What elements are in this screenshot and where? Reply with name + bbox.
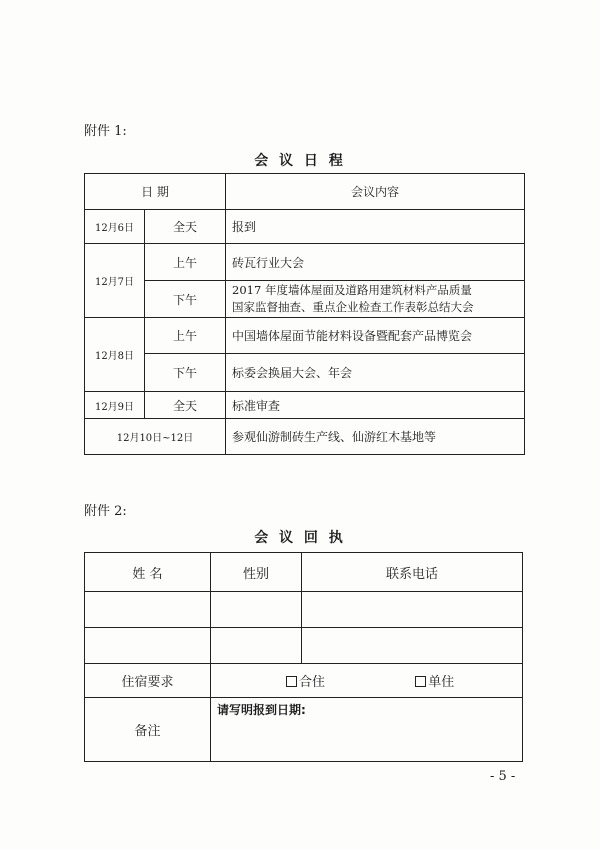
content-line: 国家监督抽查、重点企业检查工作表彰总结大会	[232, 300, 474, 314]
attachment1-label: 附件 1:	[84, 124, 127, 139]
table-row	[85, 318, 525, 354]
header-phone: 联系电话	[302, 553, 523, 592]
gender-input-cell[interactable]	[211, 592, 302, 628]
table-row	[85, 281, 525, 318]
period-cell: 全天	[145, 210, 226, 244]
schedule-table	[84, 173, 525, 455]
lodging-label: 住宿要求	[85, 664, 211, 698]
schedule-title: 会 议 日 程	[254, 153, 346, 169]
period-cell: 上午	[145, 318, 226, 354]
period-cell: 下午	[145, 354, 226, 392]
page-number: - 5 -	[490, 769, 516, 784]
table-row	[85, 628, 523, 664]
content-cell: 砖瓦行业大会	[226, 244, 525, 281]
attachment2-label: 附件 2:	[84, 504, 127, 519]
receipt-header-row	[85, 553, 523, 592]
phone-input-cell[interactable]	[302, 592, 523, 628]
period-cell: 下午	[145, 281, 226, 318]
table-row	[85, 244, 525, 281]
receipt-title: 会 议 回 执	[254, 530, 346, 546]
content-cell: 参观仙游制砖生产线、仙游红木基地等	[226, 419, 525, 455]
single-option[interactable]	[415, 675, 454, 690]
header-content: 会议内容	[226, 174, 525, 210]
table-row	[85, 419, 525, 455]
content-cell: 标准审查	[226, 392, 525, 419]
schedule-header-row	[85, 174, 525, 210]
date-cell: 12月6日	[85, 210, 145, 244]
remarks-prompt: 请写明报到日期:	[217, 703, 306, 717]
content-cell	[226, 281, 525, 318]
lodging-row	[85, 664, 523, 698]
table-row	[85, 210, 525, 244]
receipt-table	[84, 552, 523, 762]
header-name: 姓 名	[85, 553, 211, 592]
phone-input-cell[interactable]	[302, 628, 523, 664]
remarks-cell[interactable]	[211, 698, 523, 762]
content-cell: 标委会换届大会、年会	[226, 354, 525, 392]
header-date: 日 期	[85, 174, 226, 210]
date-cell: 12月7日	[85, 244, 145, 318]
content-cell: 中国墙体屋面节能材料设备暨配套产品博览会	[226, 318, 525, 354]
date-cell: 12月9日	[85, 392, 145, 419]
content-cell: 报到	[226, 210, 525, 244]
period-cell: 上午	[145, 244, 226, 281]
table-row	[85, 354, 525, 392]
checkbox-icon[interactable]	[415, 676, 426, 687]
shared-label: 合住	[299, 675, 326, 690]
lodging-options	[211, 664, 523, 698]
table-row	[85, 392, 525, 419]
single-label: 单住	[428, 675, 455, 690]
header-gender: 性别	[211, 553, 302, 592]
content-line: 2017 年度墙体屋面及道路用建筑材料产品质量	[232, 283, 472, 297]
period-cell: 全天	[145, 392, 226, 419]
remarks-row	[85, 698, 523, 762]
table-row	[85, 592, 523, 628]
checkbox-icon[interactable]	[286, 676, 297, 687]
remarks-label: 备注	[85, 698, 211, 762]
gender-input-cell[interactable]	[211, 628, 302, 664]
date-cell: 12月10日~12日	[85, 419, 226, 455]
shared-option[interactable]	[286, 675, 325, 690]
name-input-cell[interactable]	[85, 628, 211, 664]
date-cell: 12月8日	[85, 318, 145, 392]
name-input-cell[interactable]	[85, 592, 211, 628]
